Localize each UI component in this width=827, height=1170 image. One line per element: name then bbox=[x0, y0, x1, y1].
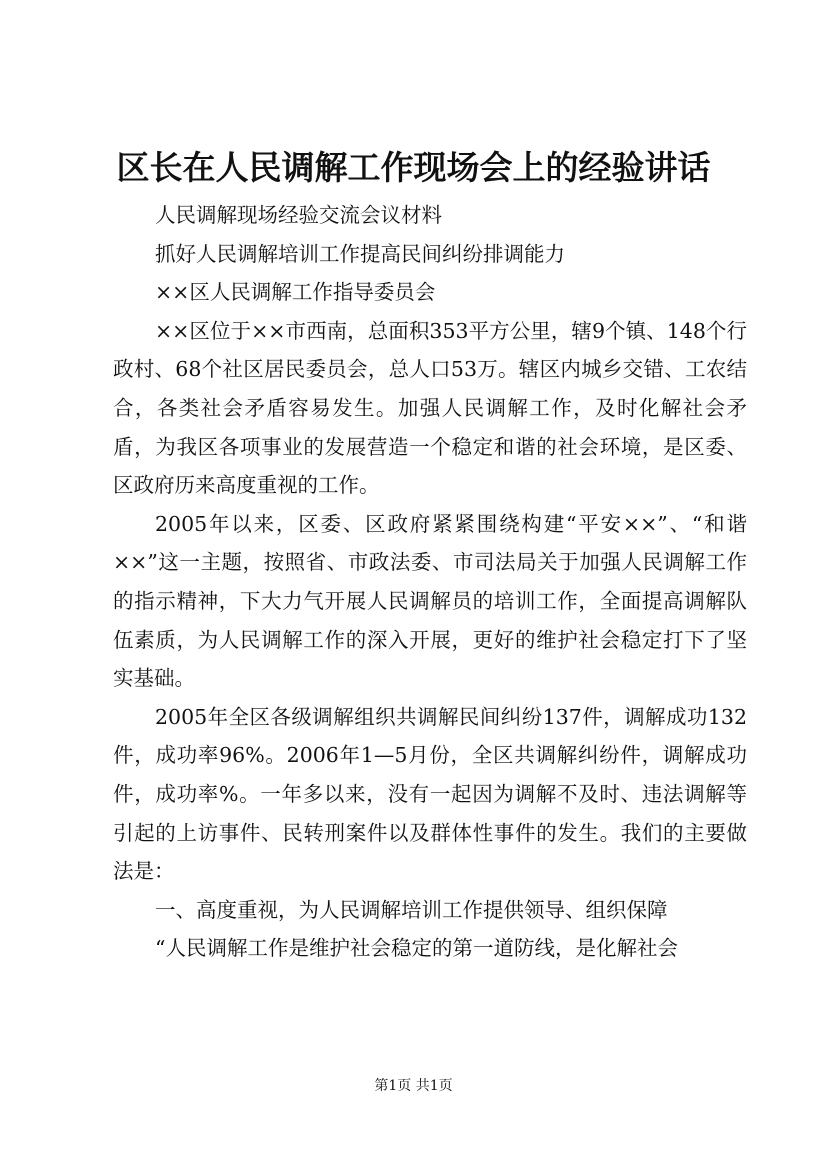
paragraph-statistics: 2005年全区各级调解组织共调解民间纠纷137件，调解成功132件，成功率96%。2006年1—5月份，全区共调解纠纷件，调解成功件，成功率%。一年多以来，没有一起因为调解不及时、违法调解等引起的上访事件、民转刑案件以及群体性事件的发生。我们的主要做法是： bbox=[113, 704, 747, 884]
paragraph-since-2005: 2005年以来，区委、区政府紧紧围绕构建“平安××”、“和谐××”这一主题，按照省、市政法委、市司法局关于加强人民调解工作的指示精神，下大力气开展人民调解员的培训工作，全面提高调解队伍素质，为人民调解工作的深入开展，更好的维护社会稳定打下了坚实基础。 bbox=[113, 511, 747, 691]
paragraph-overview: ××区位于××市西南，总面积353平方公里，辖9个镇、148个行政村、68个社区居民委员会，总人口53万。辖区内城乡交错、工农结合，各类社会矛盾容易发生。加强人民调解工作，及时化解社会矛盾，为我区各项事业的发展营造一个稳定和谐的社会环境，是区委、区政府历来高度重视的工作。 bbox=[113, 318, 747, 498]
paragraph-section-1-start: “人民调解工作是维护社会稳定的第一道防线，是化解社会 bbox=[155, 936, 678, 961]
section-heading-1: 一、高度重视，为人民调解培训工作提供领导、组织保障 bbox=[155, 897, 668, 922]
subtitle-topic: 抓好人民调解培训工作提高民间纠纷排调能力 bbox=[155, 241, 565, 266]
subtitle-meeting-material: 人民调解现场经验交流会议材料 bbox=[155, 203, 442, 227]
subtitle-author: ××区人民调解工作指导委员会 bbox=[155, 280, 436, 305]
page-footer: 第1页 共1页 bbox=[374, 1078, 453, 1094]
document-title: 区长在人民调解工作现场会上的经验讲话 bbox=[116, 148, 711, 187]
document-body bbox=[113, 196, 747, 968]
